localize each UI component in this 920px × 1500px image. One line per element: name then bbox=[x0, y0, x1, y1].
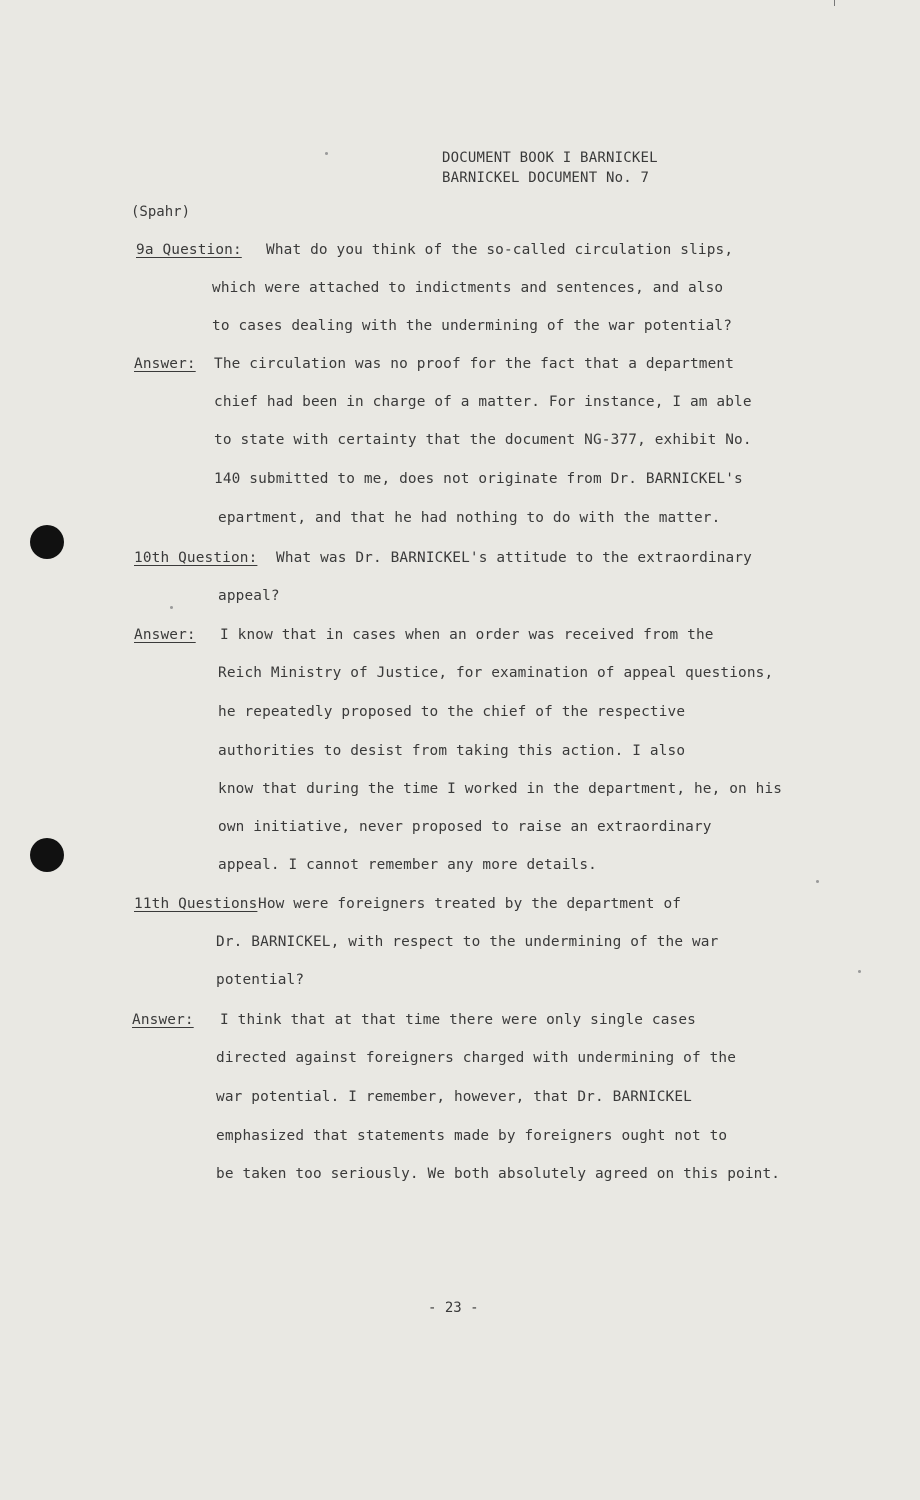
punch-hole bbox=[30, 525, 64, 559]
page-number: - 23 - bbox=[428, 1300, 479, 1316]
text-line: be taken too seriously. We both absolutely agreed on this point. bbox=[216, 1166, 781, 1182]
text-line: What was Dr. BARNICKEL's attitude to the extraordinary bbox=[276, 550, 752, 566]
text-line: emphasized that statements made by foreigners ought not to bbox=[216, 1128, 728, 1144]
text-line: appeal? bbox=[218, 588, 280, 604]
text-line: potential? bbox=[216, 972, 305, 988]
text-line: How were foreigners treated by the department of bbox=[258, 896, 682, 912]
text-line: to cases dealing with the undermining of the war potential? bbox=[212, 318, 733, 334]
text-line: 140 submitted to me, does not originate from Dr. BARNICKEL's bbox=[214, 471, 743, 487]
text-line: epartment, and that he had nothing to do with the matter. bbox=[218, 510, 721, 526]
paper-speck bbox=[170, 606, 173, 609]
text-line: know that during the time I worked in the department, he, on his bbox=[218, 781, 783, 797]
text-line: The circulation was no proof for the fact that a department bbox=[214, 356, 735, 372]
text-line: to state with certainty that the document NG-377, exhibit No. bbox=[214, 432, 752, 448]
header-line-1: DOCUMENT BOOK I BARNICKEL bbox=[442, 150, 658, 166]
text-line: appeal. I cannot remember any more details. bbox=[218, 857, 597, 873]
speaker-label: (Spahr) bbox=[131, 204, 191, 220]
entry-label: Answer: bbox=[132, 1012, 194, 1028]
text-line: he repeatedly proposed to the chief of the respective bbox=[218, 704, 686, 720]
text-line: Dr. BARNICKEL, with respect to the undermining of the war bbox=[216, 934, 719, 950]
text-line: directed against foreigners charged with undermining of the bbox=[216, 1050, 737, 1066]
entry-label: 10th Question: bbox=[134, 550, 258, 566]
paper-speck bbox=[858, 970, 861, 973]
text-line: What do you think of the so-called circulation slips, bbox=[266, 242, 734, 258]
header-line-2: BARNICKEL DOCUMENT No. 7 bbox=[442, 170, 650, 186]
text-line: war potential. I remember, however, that Dr. BARNICKEL bbox=[216, 1089, 692, 1105]
text-line: own initiative, never proposed to raise an extraordinary bbox=[218, 819, 712, 835]
punch-hole bbox=[30, 838, 64, 872]
text-line: I think that at that time there were only single cases bbox=[220, 1012, 696, 1028]
text-line: I know that in cases when an order was received from the bbox=[220, 627, 714, 643]
paper-speck bbox=[816, 880, 819, 883]
document-header bbox=[442, 148, 658, 188]
text-line: chief had been in charge of a matter. For instance, I am able bbox=[214, 394, 752, 410]
entry-label: Answer: bbox=[134, 356, 196, 372]
text-line: authorities to desist from taking this action. I also bbox=[218, 743, 686, 759]
entry-label: Answer: bbox=[134, 627, 196, 643]
entry-label: 9a Question: bbox=[136, 242, 242, 258]
entry-label: 11th Questions bbox=[134, 896, 258, 912]
text-line: Reich Ministry of Justice, for examination of appeal questions, bbox=[218, 665, 774, 681]
paper-speck bbox=[325, 152, 328, 155]
text-line: which were attached to indictments and sentences, and also bbox=[212, 280, 724, 296]
edge-mark bbox=[834, 0, 835, 6]
